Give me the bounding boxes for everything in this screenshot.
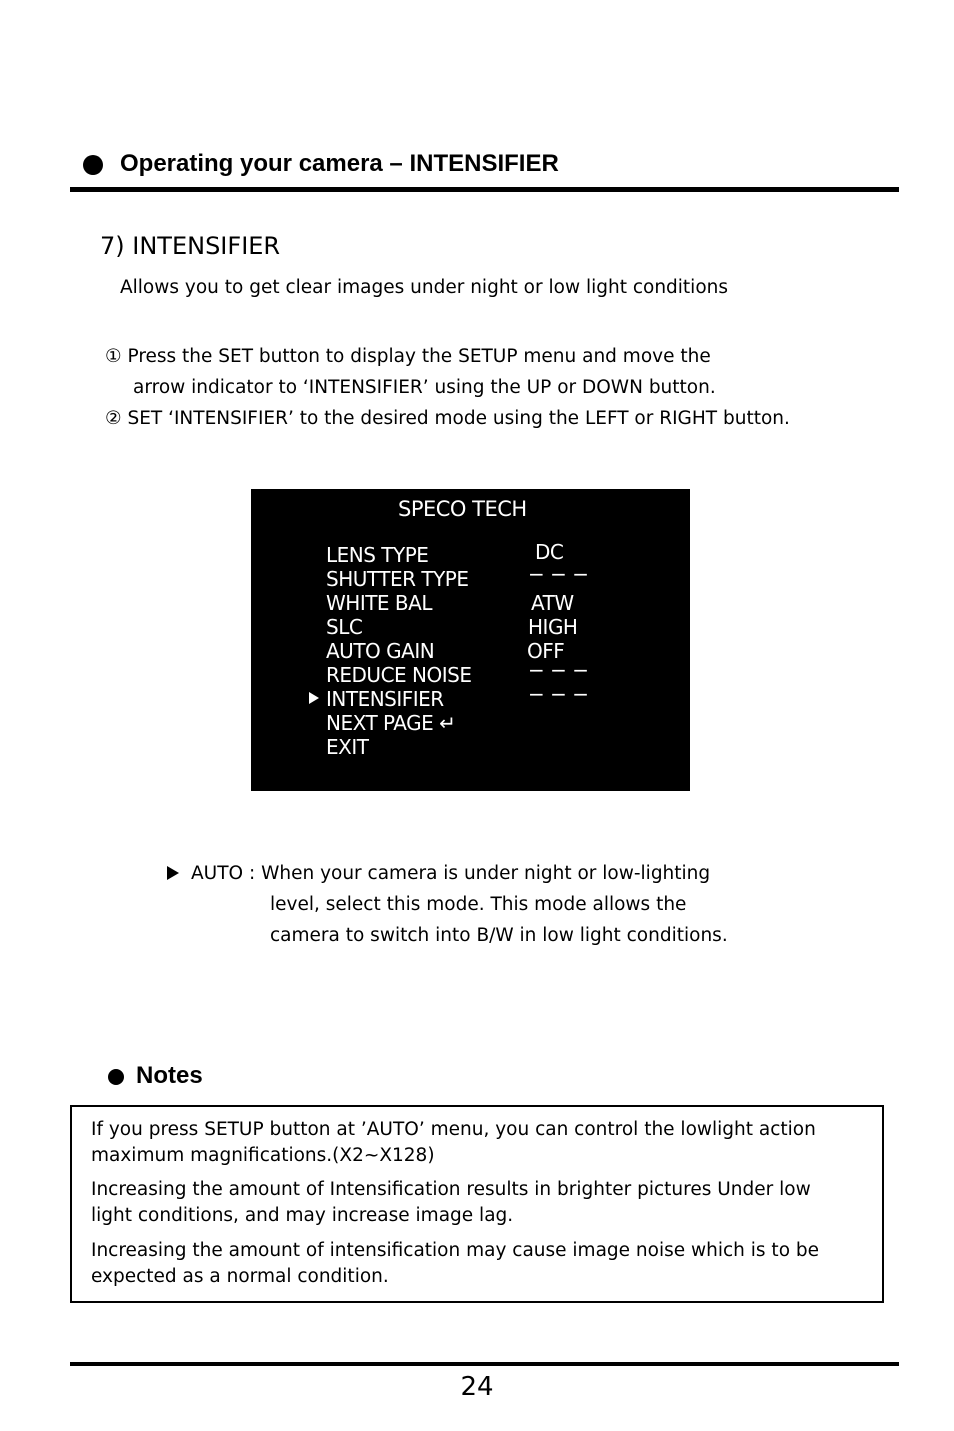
osd-row-white-bal xyxy=(251,591,690,615)
osd-value: − − − xyxy=(528,682,589,706)
osd-label: WHITE BAL xyxy=(326,591,432,615)
osd-title: SPECO TECH xyxy=(398,497,527,521)
osd-row-intensifier xyxy=(251,682,690,711)
auto-mode-text-1: When your camera is under night or low-lighting xyxy=(261,863,711,884)
auto-mode-line-1 xyxy=(167,858,728,889)
osd-value: OFF xyxy=(527,639,565,663)
osd-label: AUTO GAIN xyxy=(326,639,435,663)
step-1 xyxy=(105,341,711,372)
step-1-continuation: arrow indicator to ‘INTENSIFIER’ using the UP or DOWN button. xyxy=(133,377,716,398)
osd-value: − − − xyxy=(528,562,589,586)
osd-setup-menu xyxy=(251,489,690,791)
osd-value: − − − xyxy=(528,658,589,682)
step-2 xyxy=(105,403,790,434)
osd-label: REDUCE NOISE xyxy=(326,663,472,687)
note-3: Increasing the amount of intensification may cause image noise which is to be expected as a normal condition. xyxy=(91,1240,820,1287)
note-1: If you press SETUP button at ’AUTO’ menu, you can control the lowlight action maximum magnifications.(X2~X128) xyxy=(91,1119,816,1166)
header-bullet-icon xyxy=(83,155,103,175)
step-1-marker: ① xyxy=(105,346,122,367)
step-2-marker: ② xyxy=(105,408,122,429)
footer-divider xyxy=(70,1362,899,1366)
osd-label: INTENSIFIER xyxy=(326,687,444,711)
page-number: 24 xyxy=(460,1372,494,1402)
note-2: Increasing the amount of Intensification results in brighter pictures Under low light conditions, and may increase image lag. xyxy=(91,1179,811,1226)
notes-title: Notes xyxy=(136,1062,203,1089)
osd-value: HIGH xyxy=(528,615,578,639)
osd-row-shutter-type xyxy=(251,562,690,591)
auto-mode-description xyxy=(167,858,728,951)
step-2-line1: SET ‘INTENSIFIER’ to the desired mode using the LEFT or RIGHT button. xyxy=(127,408,790,429)
osd-label: NEXT PAGE ↵ xyxy=(326,711,456,735)
notes-box xyxy=(70,1105,884,1303)
osd-value: DC xyxy=(535,540,564,564)
osd-row-reduce-noise xyxy=(251,658,690,687)
osd-label: EXIT xyxy=(326,735,369,759)
auto-mode-text-2: level, select this mode. This mode allows the xyxy=(270,894,687,915)
auto-mode-label: AUTO : xyxy=(191,863,262,884)
osd-label: SLC xyxy=(326,615,363,639)
osd-row-exit xyxy=(251,735,690,759)
notes-bullet-icon xyxy=(108,1069,124,1085)
osd-row-slc xyxy=(251,615,690,639)
header-divider xyxy=(70,187,899,192)
osd-value: ATW xyxy=(531,591,574,615)
osd-label: SHUTTER TYPE xyxy=(326,567,469,591)
step-1-line1: Press the SET button to display the SETUP menu and move the xyxy=(127,346,711,367)
intensifier-description: Allows you to get clear images under night or low light conditions xyxy=(120,277,729,298)
play-arrow-icon xyxy=(167,866,179,880)
intensifier-heading: 7) INTENSIFIER xyxy=(100,232,281,260)
osd-label: LENS TYPE xyxy=(326,543,429,567)
auto-mode-text-3: camera to switch into B/W in low light conditions. xyxy=(270,925,728,946)
osd-row-next-page xyxy=(251,711,690,735)
osd-row-lens-type xyxy=(251,540,690,567)
osd-row-auto-gain xyxy=(251,639,690,663)
page-section-title: Operating your camera – INTENSIFIER xyxy=(120,150,559,177)
selection-arrow-icon xyxy=(309,692,319,704)
